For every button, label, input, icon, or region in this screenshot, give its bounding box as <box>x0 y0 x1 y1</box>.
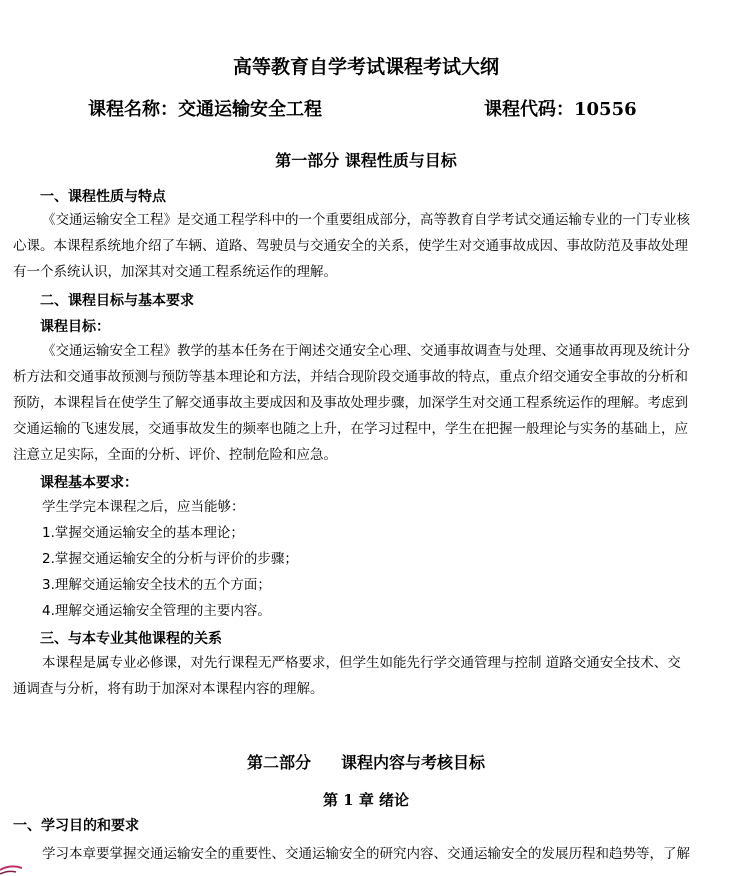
paragraph-line: 析方法和交通事故预测与预防等基本理论和方法，并结合现阶段交通事故的特点，重点介绍交通安全事故的分析和 <box>13 369 688 385</box>
requirements-list <box>42 494 298 624</box>
list-item: 1.掌握交通运输安全的基本理论； <box>42 525 244 541</box>
paragraph-line: 《交通运输安全工程》教学的基本任务在于阐述交通安全心理、交通事故调查与处理、交通事故再现及统计分 <box>42 343 690 359</box>
section-heading-relations: 三、与本专业其他课程的关系 <box>40 631 222 647</box>
paragraph-line: 交通运输的飞速发展，交通事故发生的频率也随之上升，在学习过程中，学生在把握一般理论与实务的基础上，应 <box>13 421 688 437</box>
course-code: 课程代码：10556 <box>484 99 637 120</box>
section-paragraph-nature <box>13 207 690 285</box>
requirements-intro: 学生学完本课程之后，应当能够： <box>42 499 245 515</box>
paragraph-line: 学习本章要掌握交通运输安全的重要性、交通运输安全的研究内容、交通运输安全的发展历程和趋势等，了解 <box>42 846 690 862</box>
section-heading-goals: 二、课程目标与基本要求 <box>40 293 194 309</box>
section-heading-objectives: 一、学习目的和要求 <box>13 818 139 834</box>
part1-title: 第一部分 课程性质与目标 <box>275 151 457 170</box>
part2-title <box>0 750 732 773</box>
paragraph-line: 心课。本课程系统地介绍了车辆、道路、驾驶员与交通安全的关系，使学生对交通事故成因、事故防范及事故处理 <box>13 238 688 254</box>
subheading-goal: 课程目标： <box>40 319 110 335</box>
paragraph-line: 有一个系统认识，加深其对交通工程系统运作的理解。 <box>13 264 337 280</box>
section-paragraph-goals <box>13 338 690 468</box>
part2-title-number: 第二部分 <box>246 753 311 772</box>
paragraph-line: 注意立足实际，全面的分析、评价、控制危险和应急。 <box>13 447 337 463</box>
paragraph-line: 《交通运输安全工程》是交通工程学科中的一个重要组成部分，高等教育自学考试交通运输专业的一门专业核 <box>42 212 690 228</box>
list-item: 2.掌握交通运输安全的分析与评价的步骤； <box>42 551 298 567</box>
section-heading-nature: 一、课程性质与特点 <box>40 189 166 205</box>
paragraph-line: 通调查与分析，将有助于加深对本课程内容的理解。 <box>13 681 324 697</box>
paragraph-line: 预防，本课程旨在使学生了解交通事故主要成因和及事故处理步骤，加深学生对交通工程系统运作的理解。考虑到 <box>13 395 688 411</box>
paragraph-line: 本课程是属专业必修课，对先行课程无严格要求，但学生如能先行学交通管理与控制 道路交通安全技术、交 <box>42 655 681 671</box>
page-corner-mark <box>0 858 24 876</box>
chapter-title: 第 1 章 绪论 <box>322 791 410 809</box>
list-item: 3.理解交通运输安全技术的五个方面； <box>42 577 271 593</box>
subheading-requirements: 课程基本要求： <box>40 475 138 491</box>
document-title: 高等教育自学考试课程考试大纲 <box>232 56 499 78</box>
list-item: 4.理解交通运输安全管理的主要内容。 <box>42 603 271 619</box>
course-name: 课程名称：交通运输安全工程 <box>88 99 322 120</box>
part2-title-text: 课程内容与考核目标 <box>341 753 486 772</box>
section-paragraph-relations <box>13 650 681 702</box>
